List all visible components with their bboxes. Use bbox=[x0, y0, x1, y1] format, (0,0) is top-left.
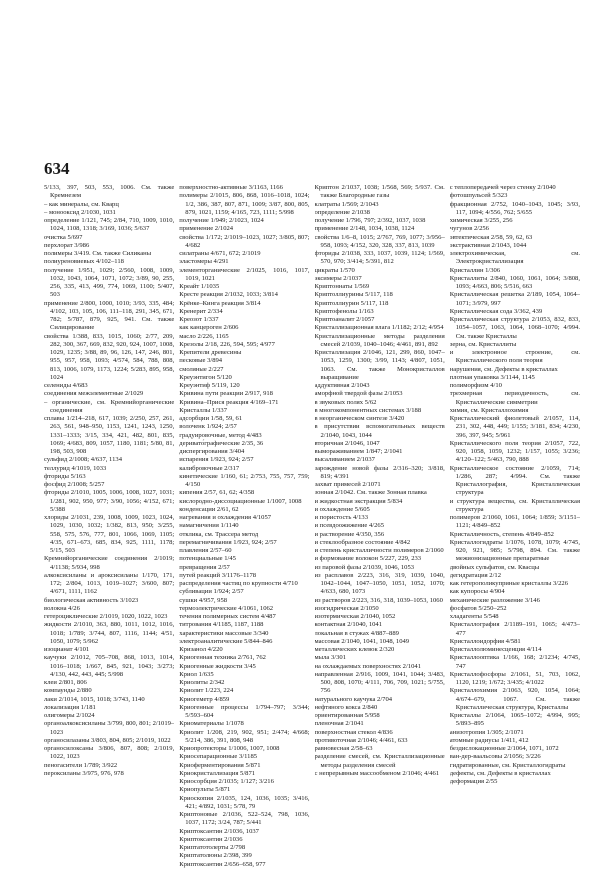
index-entry: свойства 1/6–8, 1015; 2/767, 769, 1077; 3/956–958, 1093; 4/152, 320, 328, 337, 813, 1039 bbox=[314, 233, 445, 249]
index-entry: клатраты 1/569; 2/1043 bbox=[314, 200, 379, 208]
index-entry: как купоросы 4/904 bbox=[449, 588, 505, 596]
index-entry: биологическая активность 3/1023 bbox=[44, 596, 139, 604]
index-entry: намагничения 1/1140 bbox=[179, 522, 239, 530]
index-entry: экстрактивная 2/1043, 1044 bbox=[449, 241, 527, 249]
index-entry: деформация 2/55 bbox=[449, 778, 498, 785]
index-entry: селениды 4/683 bbox=[44, 382, 88, 389]
index-entry: Кремнийорганические соединения 2/1019; 4/1138; 5/934, 998 bbox=[44, 555, 175, 571]
index-entry: термоэлектрические 4/1061, 1062 bbox=[179, 604, 274, 612]
index-entry: дегидратация 2/12 bbox=[449, 571, 502, 579]
index-entry: гидратированные, см. Кристаллогидраты bbox=[449, 761, 566, 769]
index-entry: Кристаллолюминесценция 4/114 bbox=[449, 646, 542, 653]
index-entry: Криптоллиурин 5/117, 118 bbox=[314, 299, 389, 307]
index-entry: в присутствии вспомогательных веществ 2/1040, 1043, 1044 bbox=[314, 423, 445, 439]
index-entry: электроаналитические 5/844–846 bbox=[179, 637, 273, 645]
index-entry: анизотропия 1/305; 2/1071 bbox=[449, 728, 524, 736]
index-entry: органосилазаны 3/803, 804, 805; 2/1019, 1022 bbox=[44, 736, 171, 744]
index-entry: Кривина пути реакции 2/917, 918 bbox=[179, 390, 273, 398]
index-entry: волокна 4/26 bbox=[44, 604, 80, 612]
index-entry: масло 2/226, 1165 bbox=[179, 332, 229, 340]
index-entry: характеристики массовые 3/340 bbox=[179, 629, 269, 637]
index-entry: полимеров 2/1060, 1061, 1064; 1/859; 3/1151–1121; 4/849–852 bbox=[449, 514, 580, 530]
index-entry: Криоферментирования 5/871 bbox=[179, 761, 261, 769]
index-entry: алкоксисиланы и ароксисиланы 1/170, 171, 172; 2/804, 1013, 1019–1027; 3/600, 807; 4/671, 1111, 1162 bbox=[44, 571, 175, 596]
index-entry: очистка 5/697 bbox=[44, 233, 83, 241]
index-entry: градуировочные, метод 4/483 bbox=[179, 431, 262, 439]
index-entry: контактная 2/1040, 1041 bbox=[314, 621, 383, 629]
index-entry: противоточная 2/1046; 4/461, 633 bbox=[314, 736, 408, 744]
index-entry: применение 2/800, 1000, 1010; 3/93, 335, 484; 4/102, 103, 105, 106, 111–118, 291, 345, 671, 782; 5/787, 879, 925, 941. См. также Силицирование bbox=[44, 299, 175, 332]
index-entry: Кристаллогидраты 1/1076, 1078, 1079; 4/745, 920, 921, 985; 5/798, 894. См. также межионизационные препаратные bbox=[449, 538, 580, 563]
index-entry: Кривина–Прися реакция 4/169–171 bbox=[179, 398, 279, 406]
index-entry: Креайт 1/1035 bbox=[179, 283, 220, 290]
index-entry: Кристаллическое состояние 2/1059, 714; 1/286, 287; 4/994. См. также Кристаллография, Кристаллическая структура bbox=[449, 464, 580, 497]
index-entry: Кристалличность, степень 4/849–852 bbox=[449, 530, 554, 538]
index-entry: атомные радиусы 1/411, 412 bbox=[449, 736, 529, 744]
index-entry: компаунды 2/880 bbox=[44, 687, 92, 695]
index-entry: Креуэнтигон 5/120 bbox=[179, 373, 232, 381]
index-entry: зарождение новой фазы 2/316–320; 3/818, 819; 4/391 bbox=[314, 464, 445, 480]
index-column-1 bbox=[44, 184, 174, 869]
index-entry: Кристаллический фиолетовый 2/1057, 114, 231, 302, 448, 449; 1/155; 3/181, 834; 4/230, 396, 397, 945; 5/961 bbox=[449, 415, 580, 439]
index-column-2 bbox=[179, 184, 309, 869]
index-entry: перемагничивания 1/923, 924; 2/57 bbox=[179, 538, 277, 546]
index-entry: Кристаллическая структура 2/1053, 832, 833, 1054–1057, 1063, 1064, 1068–1070; 4/994. См. также Кристаллы bbox=[449, 316, 580, 340]
index-entry: Кристаллизационные методы разделения смесей 2/1039, 1040–1046; 4/461, 891, 892 bbox=[314, 332, 445, 348]
index-entry: Криоматериалы 1/1078 bbox=[179, 720, 244, 728]
index-entry: в неорганическом синтезе 3/420 bbox=[314, 415, 405, 422]
index-entry: Криптоаналит 2/1057 bbox=[314, 316, 375, 323]
index-entry: калибровочные 2/317 bbox=[179, 464, 240, 472]
index-entry: Кристаллофосфоры 2/1061, 51, 703, 1062, 1120, 1219; 1/672; 3/435; 4/1022 bbox=[449, 670, 580, 686]
index-entry: на охлаждаемых поверхностях 2/1041 bbox=[314, 662, 421, 670]
index-entry: фосфид 2/1008; 5/257 bbox=[44, 481, 105, 488]
index-entry: разделение смесей, см. Кристаллизационные методы разделения смесей bbox=[314, 753, 445, 769]
index-entry: Кристаллооптика 1/166, 168; 2/1234; 4/745, 747 bbox=[449, 654, 580, 670]
index-entry: трехмерная периодичность, см. Кристаллические симметрии bbox=[449, 390, 580, 406]
index-entry: Криптоксантин 2/1036, 1037 bbox=[179, 827, 259, 835]
index-entry: сушки 4/957, 958 bbox=[179, 596, 228, 604]
index-entry: вторичная 2/1046, 1047 bbox=[314, 439, 380, 447]
index-entry: Криптоксантин 2/1036 bbox=[179, 835, 243, 843]
index-entry: свойства 1/388, 833, 1015, 1060; 2/77, 209, 282, 300, 367, 669, 832, 920, 924, 1007, 1008, 1029, 1235; 3/88, 89, 96, 126, 147, 246, 801, 955, 957, 958, 1093; 4/574, 584, 788, 808, 813, 1006, 1079, 1173, 1224; 5/283, 895, 958, 1024 bbox=[44, 332, 175, 381]
index-entry: лаки 2/1014, 1015, 1018; 3/743, 1140 bbox=[44, 695, 145, 703]
index-entry: металлических клевок 2/320 bbox=[314, 646, 395, 653]
index-entry: испарения 1/923, 924; 2/57 bbox=[179, 456, 254, 464]
index-entry: изогидрическая 2/1050 bbox=[314, 604, 379, 612]
index-entry: отклика, см. Трассера метод bbox=[179, 530, 259, 538]
index-entry: аддуктивная 2/1043 bbox=[314, 382, 370, 389]
index-entry: нарушения, см. Дефекты в кристаллах bbox=[449, 365, 558, 373]
index-entry: цикраты 1/570 bbox=[314, 266, 355, 274]
index-entry: фториды 2/1010, 1005, 1006, 1008, 1027, 1031; 1/281, 902, 950, 977; 3/90, 1056; 4/152, 671; 5/388 bbox=[44, 489, 175, 513]
index-entry: Криптоновые 2/1036, 522–524, 798, 1036, 1037, 1172; 3/24, 787; 5/441 bbox=[179, 811, 310, 827]
index-entry: субливации 1/924; 2/57 bbox=[179, 588, 244, 596]
index-entry: как гетерополикуприные кристаллы 3/226 bbox=[449, 580, 569, 587]
index-entry: химическая 3/255, 256 bbox=[449, 217, 513, 224]
index-entry: и псевдоожижение 4/265 bbox=[314, 522, 385, 530]
index-entry: поверхностная стекол 4/836 bbox=[314, 728, 393, 736]
index-entry: из паровой фазы 2/1039, 1046, 1053 bbox=[314, 563, 415, 571]
index-entry: соединения межэлементные 2/1029 bbox=[44, 390, 144, 398]
index-column-3 bbox=[315, 184, 445, 869]
index-entry: Криптон 2/1037, 1038; 1/568, 569; 5/937. См. также Благородные газы bbox=[314, 184, 445, 200]
index-entry: распределения частиц по крупности 4/710 bbox=[179, 580, 298, 587]
index-entry: Крепители древесины bbox=[179, 349, 242, 356]
index-entry: Криптоксантин 2/656–658, 977 bbox=[179, 860, 266, 868]
index-entry: Криптофенолы 1/163 bbox=[314, 307, 374, 315]
index-entry: олигомеры 2/1024 bbox=[44, 712, 95, 719]
index-entry: – монооксид 2/1030, 1031 bbox=[44, 208, 116, 216]
index-entry: в звуковых полях 5/62 bbox=[314, 398, 377, 406]
index-entry: локализация 1/181 bbox=[44, 703, 96, 711]
index-entry: диспергирования 3/404 bbox=[179, 448, 245, 455]
index-entry: – органические, см. Кремнийорганические соединения bbox=[44, 398, 175, 414]
index-entry: эксимеры 2/1037 bbox=[314, 274, 362, 282]
index-entry: фракционная 2/752, 1040–1043, 1045; 3/93, 117, 1094; 4/556, 762; 5/655 bbox=[449, 200, 580, 216]
index-columns bbox=[44, 184, 580, 869]
index-entry: пеногасители 1/789; 3/922 bbox=[44, 761, 118, 769]
index-entry: фотошпульсей 5/323 bbox=[449, 192, 508, 200]
index-entry: титрования 4/1185, 1187, 1188 bbox=[179, 621, 264, 629]
index-entry: в многокомпонентных системах 3/188 bbox=[314, 406, 422, 414]
index-entry: превращения 2/57 bbox=[179, 563, 230, 571]
index-entry: высаливанием 2/1037 bbox=[314, 456, 375, 464]
index-entry: и пористость 4/133 bbox=[314, 514, 368, 521]
index-entry: 5/133, 397, 503, 553, 1006. См. также Кремнезем bbox=[44, 184, 175, 200]
index-entry: силатраны 4/671, 672; 2/1019 bbox=[179, 250, 261, 257]
index-entry: Криптатолюны 2/398, 399 bbox=[179, 852, 252, 860]
index-entry: получение 1/796, 797; 2/392, 1037, 1038 bbox=[314, 217, 426, 224]
index-entry: Криол 1/635 bbox=[179, 670, 214, 678]
index-entry: из растворов 2/223, 316, 318, 1039–1053, 1060 bbox=[314, 596, 443, 604]
index-entry: двойных сульфатов, см. Квасцы bbox=[449, 563, 540, 571]
index-entry: и стеклообразное состояние 4/842 bbox=[314, 538, 411, 546]
index-entry: полиуреновиевых 4/102–118 bbox=[44, 258, 124, 266]
index-entry: зерна, см. Кристаллиты bbox=[449, 340, 517, 348]
index-entry: хладагенты 5/548 bbox=[449, 613, 499, 620]
index-entry: поверхностно-активные 3/1163, 1166 bbox=[179, 184, 283, 191]
index-entry: Криокристаллизация 5/871 bbox=[179, 769, 256, 777]
index-entry: смоляные 2/227 bbox=[179, 365, 224, 373]
index-entry: Криопульты 5/871 bbox=[179, 786, 231, 794]
index-entry: пленочная 2/1041 bbox=[314, 720, 364, 728]
index-entry: кислородно-диссоциационные 1/1007, 1008 bbox=[179, 497, 302, 505]
index-entry: Кристаллизационная влага 1/1182; 2/12; 4/954 bbox=[314, 324, 444, 332]
index-entry: Кристаллы 1/337 bbox=[179, 406, 228, 414]
index-entry: захват примесей 2/1071 bbox=[314, 481, 381, 488]
index-entry: Криосепарационные 3/1185 bbox=[179, 753, 258, 761]
index-entry: эластомеры 4/291 bbox=[179, 258, 229, 266]
index-entry: определение 2/1038 bbox=[314, 208, 370, 216]
index-entry: Кризанол 4/220 bbox=[179, 646, 223, 653]
index-entry: кипения 2/57, 61, 62; 4/358 bbox=[179, 489, 255, 497]
index-entry: ориентированная 5/958 bbox=[314, 712, 380, 719]
index-entry: кинетические 1/160, 61; 2/753, 755, 757, 759; 4/150 bbox=[179, 472, 310, 488]
page-number: 634 bbox=[44, 159, 70, 178]
index-entry: Кристаллиты 2/840, 1060, 1061, 1064; 3/808, 1093; 4/663, 806; 5/516, 663 bbox=[449, 274, 580, 290]
index-entry: получение 1/949; 2/1023, 1024 bbox=[179, 217, 264, 224]
index-entry: нефтяного кокса 2/840 bbox=[314, 703, 378, 711]
index-entry: с теплопередачей через стенку 2/1040 bbox=[449, 184, 556, 191]
index-entry: дефекты, см. Дефекты в кристаллах bbox=[449, 769, 551, 777]
index-entry: Крезолы 2/18, 226, 594, 595; 4/977 bbox=[179, 340, 275, 348]
index-entry: Крёнке–Кинга реакция 3/814 bbox=[179, 299, 261, 307]
index-entry: электрохимическая, см. Электрокристаллизация bbox=[449, 250, 580, 266]
index-entry: Криптатотолерты 2/798 bbox=[179, 844, 246, 851]
index-entry: чугунов 2/256 bbox=[449, 225, 489, 233]
index-entry: гетероциклические 2/1019, 1020, 1022, 1023 bbox=[44, 613, 168, 620]
index-entry: элементорганические 2/1025, 1016, 1017, 1019, 1021 bbox=[179, 266, 310, 282]
index-column-4 bbox=[450, 184, 580, 869]
index-entry: перхлорат 3/986 bbox=[44, 241, 90, 249]
index-entry: плавления 2/57–60 bbox=[179, 547, 232, 554]
index-entry: сульфид 2/1008; 4/637, 1134 bbox=[44, 456, 123, 464]
index-entry: конденсации 2/61, 62 bbox=[179, 505, 239, 513]
index-entry: Кренерит 2/334 bbox=[179, 307, 223, 315]
index-entry: Криогенные процессы 1/794–797; 3/344; 5/593–604 bbox=[179, 703, 310, 719]
index-entry: песковые 3/894 bbox=[179, 357, 223, 365]
index-entry: вымораживанием 1/847; 2/1041 bbox=[314, 448, 403, 455]
index-entry: массовая 2/1040, 1041, 1048, 1049 bbox=[314, 637, 410, 645]
index-entry: жидкости 2/1010, 363, 880, 1011, 1012, 1016, 1018; 1/789; 3/744, 807, 1116, 1144; 4/51, 1050, 1079; 5/962 bbox=[44, 621, 175, 645]
index-entry: адсорбции 1/58, 59, 61 bbox=[179, 415, 243, 422]
index-entry: и жидкостная экстракция 5/834 bbox=[314, 497, 403, 505]
index-entry: Криолиты 2/342 bbox=[179, 679, 225, 686]
index-entry: Кристаллическая сода 3/362, 439 bbox=[449, 307, 543, 315]
index-entry: и электронное строение, см. Кристаллического поля теория bbox=[449, 349, 580, 365]
index-entry: Криолит 1/223, 224 bbox=[179, 687, 234, 695]
index-entry: теллурид 4/1019, 1033 bbox=[44, 464, 107, 472]
index-entry: Криоскопия 2/1035, 124, 1036, 1035; 3/416, 421; 4/892, 1031; 5/78, 79 bbox=[179, 794, 310, 810]
index-entry: Криогенная техника 2/761, 762 bbox=[179, 654, 266, 662]
index-entry: Кристаллического поля теория 2/1057, 722, 920, 1058, 1059, 1232; 1/157, 1055; 3/236; 4/120–122; 5/463, 790, 888 bbox=[449, 439, 580, 464]
index-entry: и растворение 4/350, 356 bbox=[314, 530, 385, 538]
index-entry: как канцероген 2/606 bbox=[179, 324, 239, 332]
index-entry: изотермическая 2/1040, 1052 bbox=[314, 613, 396, 620]
index-entry: Криолит 1/208, 219, 902, 951; 2/474; 4/668; 5/214, 386, 391, 808, 948 bbox=[179, 728, 310, 744]
index-entry: Кристаллическая решетка 2/189, 1054, 1064–1071; 3/979, 997 bbox=[449, 291, 580, 307]
index-entry: плотная упаковка 3/1144, 1145 bbox=[449, 373, 535, 381]
index-entry: изоцианат 4/101 bbox=[44, 646, 90, 653]
index-entry: и охлаждение 5/605 bbox=[314, 505, 370, 513]
index-entry: равновесная 2/58–63 bbox=[314, 745, 373, 752]
index-entry: ван-дер-ваальсовы 2/1056; 3/226 bbox=[449, 753, 541, 761]
index-entry: органоалкоксисиланы 3/799, 800, 801; 2/1019–1023 bbox=[44, 720, 175, 736]
index-entry: и степень кристалличности полимеров 2/1060 bbox=[314, 547, 444, 554]
index-entry: определение 1/121, 745; 2/84, 710, 1009, 1010, 1024, 1108, 1318; 3/169, 1036; 5/637 bbox=[44, 217, 175, 233]
index-entry: нагревания и охлаждения 4/1057 bbox=[179, 514, 272, 521]
index-entry: Криогеметр 4/859 bbox=[179, 695, 230, 703]
index-entry: деривато́графические 2/35, 36 bbox=[179, 439, 264, 447]
index-entry: Криопротекторы 1/1006, 1007, 1008 bbox=[179, 745, 280, 752]
index-entry: Кристаллоидорфия 4/581 bbox=[449, 637, 521, 645]
index-entry: фториды 5/163 bbox=[44, 472, 86, 480]
index-entry: фосфатов 5/250–252 bbox=[449, 604, 507, 612]
index-entry: Кресте реакция 2/1032, 1033; 3/814 bbox=[179, 291, 278, 299]
index-entry: и структура вещества, см. Кристаллическая структура bbox=[449, 497, 580, 513]
index-entry: потенциальные 1/45 bbox=[179, 555, 236, 563]
index-entry: аморфной твердой фазы 2/1053 bbox=[314, 390, 403, 398]
index-entry: органосилоксаны 3/806, 807, 808; 2/1019, 1022, 1023 bbox=[44, 745, 175, 761]
index-entry: Кристаллы 2/1064, 1065–1072; 4/994, 995; 5/893–895 bbox=[449, 712, 580, 728]
index-entry: свойства 1/172; 2/1019–1023, 1027; 3/805, 807; 4/682 bbox=[179, 233, 310, 249]
index-entry: химия, см. Кристаллохимия bbox=[449, 406, 529, 414]
index-entry: применение 2/1024 bbox=[179, 225, 234, 233]
index-entry: клеи 2/801, 806 bbox=[44, 679, 87, 686]
index-entry: Криптоннаты 1/569 bbox=[314, 283, 370, 290]
index-entry: применение 2/148, 1034, 1038, 1124 bbox=[314, 225, 415, 233]
index-entry: Криосорбция 2/1035; 1/127; 3/216 bbox=[179, 778, 274, 785]
index-entry: Кристаллография 2/1189–191, 1065; 4/473–477 bbox=[449, 621, 580, 637]
index-entry: направленная 2/916, 1009, 1041, 1044; 3/483, 500, 808, 1070; 4/111, 706, 709, 1021; 5/755, 756 bbox=[314, 670, 445, 695]
index-entry: и формование волокон 5/227, 229, 233 bbox=[314, 555, 422, 563]
index-entry: путей реакций 3/1176–1178 bbox=[179, 571, 257, 579]
index-entry: – как минералы, см. Кварц bbox=[44, 200, 119, 208]
index-entry: Креуэнтиф 5/119, 120 bbox=[179, 382, 240, 389]
index-entry: Криогенные жидкости 3/45 bbox=[179, 662, 256, 670]
index-entry: Кристаллохимия 2/1063, 920, 1054, 1064; 4/674–679, 1067. См. также Кристаллическая структура, Кристаллы bbox=[449, 687, 580, 711]
index-entry: из расплавов 2/223, 316, 319, 1039, 1040, 1042–1044, 1047–1050, 1051, 1052, 1070; 4/633, 680, 1073 bbox=[314, 571, 445, 596]
index-entry: полиморфизм 4/10 bbox=[449, 382, 502, 389]
index-entry: эвтектическая 2/58, 59, 62, 63 bbox=[449, 233, 533, 241]
index-entry: Кристаллин 1/306 bbox=[449, 266, 501, 274]
index-entry: Кристаллизация 2/1046, 121, 299, 860, 1047–1053, 1259, 1300; 3/99, 1143; 4/807, 1051, 1063. См. также Монокристаллов выращивание bbox=[314, 349, 445, 381]
index-entry: полимеры 3/419. См. также Силиканы bbox=[44, 250, 152, 257]
index-entry: пероксиланы 3/975, 976, 978 bbox=[44, 769, 124, 777]
index-entry: бездислокационные 2/1064, 1071, 1072 bbox=[449, 745, 559, 752]
index-entry: зонная 2/1042. См. также Зонная плавка bbox=[314, 489, 427, 497]
index-entry: мыла 3/301 bbox=[314, 654, 346, 662]
index-entry: Креозот 1/337 bbox=[179, 316, 219, 323]
index-entry: волоченк 1/924; 2/57 bbox=[179, 423, 237, 431]
index-entry: локальная в стужах 4/887–889 bbox=[314, 629, 399, 637]
index-entry: полимеры 2/1015, 806, 868, 1016–1018, 1024; 1/2, 386, 387, 807, 871, 1009; 3/87, 800, 805, 879, 1021, 1159; 4/165, 723, 1111; 5/998 bbox=[179, 192, 310, 216]
index-entry: получение 1/951, 1029; 2/560, 1008, 1009, 1032, 1043, 1064, 1071, 1072; 3/89, 90, 255, 256, 335, 413, 499, 774, 1069, 1100; 5/407, 503 bbox=[44, 266, 175, 299]
index-entry: течения полимерных систем 4/487 bbox=[179, 613, 276, 620]
index-entry: сплавы 1/214–218, 617, 1039; 2/250, 257, 261, 263, 561, 948–950, 1153, 1241, 1243, 1250, 1331–1333; 3/15, 334, 421, 482, 801, 835, 1069; 4/683, 809, 1057, 1180, 1181; 5/80, 81, 198, 503, 908 bbox=[44, 415, 175, 455]
index-entry: Криптоллиурины 5/117, 118 bbox=[314, 291, 393, 299]
index-entry: хлориды 2/1031, 239, 1008, 1009, 1023, 1024, 1029, 1030, 1032; 1/382, 813, 950; 3/255, 558, 575, 576, 777, 801, 1066, 1069, 1105; 4/35, 671–673, 685, 834, 925, 1111, 1178; 5/15, 503 bbox=[44, 514, 175, 554]
index-entry: каучуки 2/1012, 705–708, 868, 1013, 1014, 1016–1018; 1/667, 845, 921, 1043; 3/273; 4/130, 442, 443, 445; 5/998 bbox=[44, 654, 175, 678]
index-entry: механические разложение 3/146 bbox=[449, 596, 540, 604]
index-entry: с непрерывным массообменом 2/1046; 4/461 bbox=[314, 769, 440, 777]
index-entry: натурального каучука 2/704 bbox=[314, 695, 393, 703]
index-entry: фториды 2/1038, 333, 1037, 1039, 1124; 1/569, 570, 970; 3/414; 5/391, 812 bbox=[314, 250, 445, 266]
